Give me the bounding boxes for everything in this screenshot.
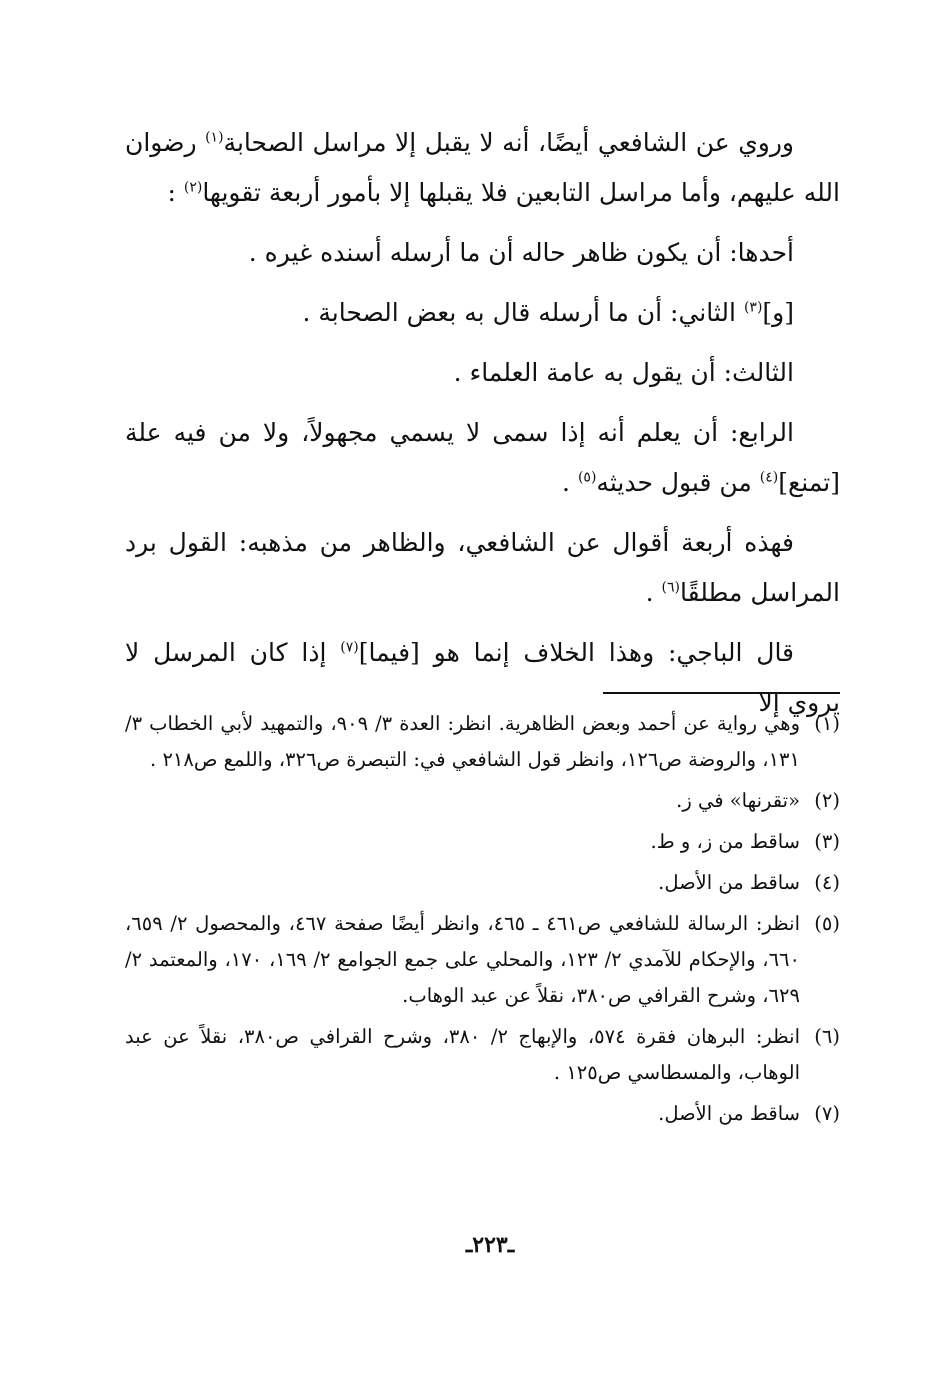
footnote-number: (٥) [814,912,840,935]
text-run: فهذه أربعة أقوال عن الشافعي، والظاهر من مذهبه: القول برد المراسل مطلقًا [125,528,840,607]
footnote-text: وهي رواية عن أحمد وبعض الظاهرية. انظر: العدة ٣/ ٩٠٩، والتمهيد لأبي الخطاب ٣/ ١٣١، والروضة ص١٢٦، وانظر قول الشافعي في: التبصرة ص٣٢٦، واللمع ص٢١٨ . [125,712,800,771]
footnote-marker[interactable]: (٧) [340,639,359,656]
footnote-number: (٣) [814,830,840,853]
footnote-number: (٢) [814,789,840,812]
paragraph-6 [125,518,840,618]
footnote-5 [125,906,840,1014]
text-run: : [167,178,184,207]
page-number: ـ٢٢٣ـ [465,1232,515,1258]
footnotes [125,706,840,1137]
paragraph-4: الثالث: أن يقول به عامة العلماء . [453,358,794,387]
footnote-text: ساقط من الأصل. [658,871,800,894]
footnote-number: (٤) [814,871,840,894]
footnote-3 [125,824,840,860]
footnote-7 [125,1096,840,1132]
footnote-marker[interactable]: (٦) [661,579,680,596]
text-run: . [562,468,578,497]
footnote-text: ساقط من الأصل. [658,1102,800,1125]
footnote-6 [125,1019,840,1091]
footnote-marker[interactable]: (٤) [759,469,779,486]
text-run: قال الباجي: وهذا الخلاف إنما هو [فيما] [358,638,795,667]
paragraph-5 [125,408,840,508]
text-run: الثاني: أن ما أرسله قال به بعض الصحابة . [302,298,744,327]
footnote-text: «تقرنها» في ز. [676,789,800,812]
footnote-marker[interactable]: (٢) [183,179,203,196]
text-run: رضوان الله عليهم، وأما مراسل التابعين فلا يقبلها إلا بأمور أربعة تقويها [125,128,840,207]
footnote-2 [125,783,840,819]
footnote-number: (٦) [814,1025,840,1048]
text-run: . [645,578,662,607]
footnote-number: (٧) [814,1102,840,1125]
footnote-marker[interactable]: (٣) [743,299,763,316]
text-run: الرابع: أن يعلم أنه إذا سمى لا يسمي مجهولاً، ولا من فيه علة [تمنع] [125,418,840,497]
footnote-4 [125,865,840,901]
text-run: [و] [762,298,794,327]
footnote-1 [125,706,840,778]
text-run: وروي عن الشافعي أيضًا، أنه لا يقبل إلا مراسل الصحابة [223,128,795,157]
footnote-divider [603,692,840,694]
footnote-text: ساقط من ز، و ط. [650,830,800,853]
footnote-marker[interactable]: (٥) [577,469,597,486]
text-run: من قبول حديثه [596,468,760,497]
paragraph-1 [125,118,840,218]
main-text [125,118,840,738]
footnote-marker[interactable]: (١) [205,129,224,146]
footnote-text: انظر: البرهان فقرة ٥٧٤، والإبهاج ٢/ ٣٨٠، وشرح القرافي ص٣٨٠، نقلاً عن عبد الوهاب، والمسطاسي ص١٢٥ . [125,1025,800,1084]
text-run: إذا كان المرسل لا يروي إلا [125,638,840,717]
footnote-text: انظر: الرسالة للشافعي ص٤٦١ ـ ٤٦٥، وانظر أيضًا صفحة ٤٦٧، والمحصول ٢/ ٦٥٩، ٦٦٠، والإحكام للآمدي ٢/ ١٢٣، والمحلي على جمع الجوامع ٢/ ١٦٩، ١٧٠، والمعتمد ٢/ ٦٢٩، وشرح القرافي ص٣٨٠، نقلاً عن عبد الوهاب. [125,912,800,1007]
paragraph-3 [125,288,840,338]
paragraph-2: أحدها: أن يكون ظاهر حاله أن ما أرسله أسنده غيره . [248,238,794,267]
footnote-number: (١) [814,712,840,735]
